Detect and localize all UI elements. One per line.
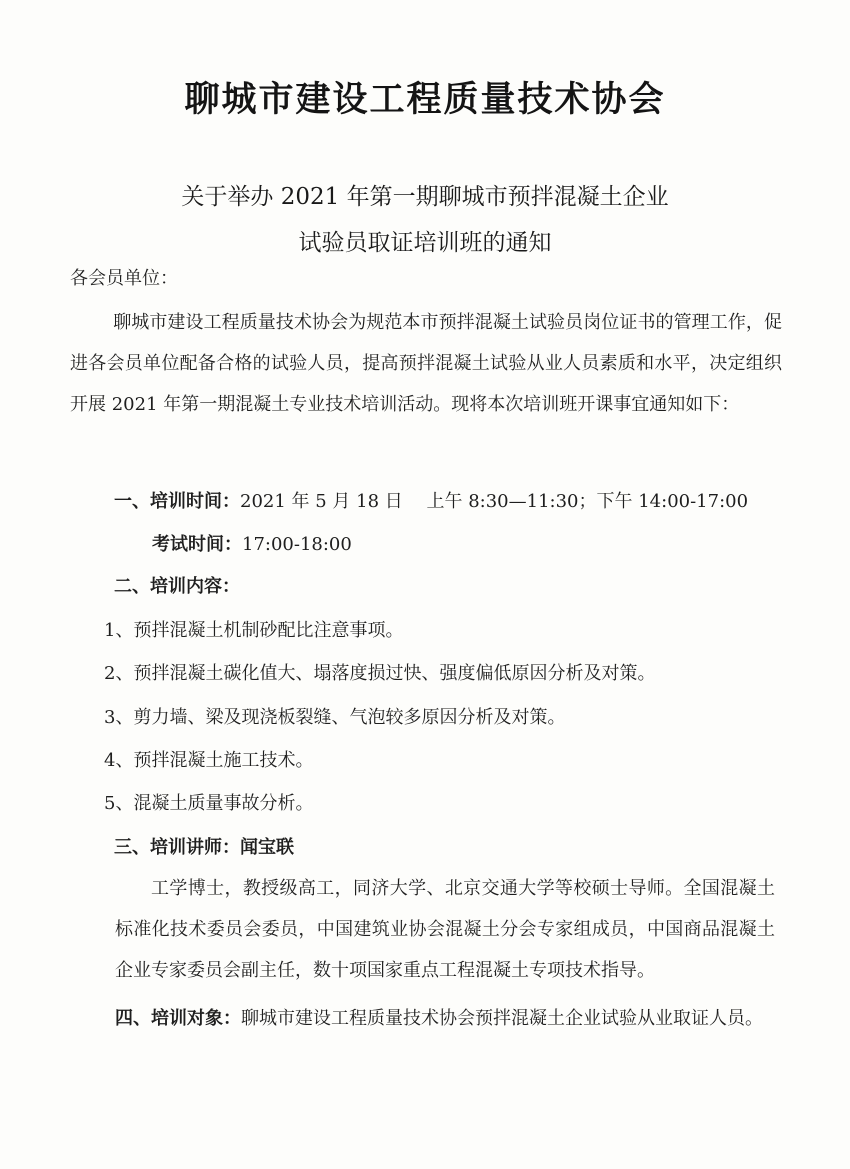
training-time-value: 2021 年 5 月 18 日 上午 8:30—11:30；下午 14:00-17:00	[240, 491, 749, 512]
training-target-value: 聊城市建设工程质量技术协会预拌混凝土企业试验从业取证人员。	[241, 1008, 763, 1029]
salutation: 各会员单位：	[70, 268, 178, 289]
lecturer-bio: 工学博士，教授级高工，同济大学、北京交通大学等校硕士导师。全国混凝土标准化技术委员会委员，中国建筑业协会混凝土分会专家组成员，中国商品混凝土企业专家委员会副主任，数十项国家重点工程混凝土专项技术指导。	[115, 878, 775, 981]
lecturer-heading: 三、培训讲师：闻宝联	[114, 837, 294, 858]
content-item: 1、预拌混凝土机制砂配比注意事项。	[104, 620, 404, 641]
content-item: 2、预拌混凝土碳化值大、塌落度损过快、强度偏低原因分析及对策。	[104, 663, 656, 684]
content-item: 4、预拌混凝土施工技术。	[104, 750, 314, 771]
notice-title-line-2: 试验员取证培训班的通知	[298, 230, 552, 256]
training-target-paragraph	[115, 998, 775, 1040]
training-time-label: 一、培训时间：	[114, 491, 240, 512]
notice-title-line-1: 关于举办 2021 年第一期聊城市预拌混凝土企业	[181, 184, 669, 210]
training-content-heading: 二、培训内容：	[114, 576, 240, 597]
intro-paragraph: 聊城市建设工程质量技术协会为规范本市预拌混凝土试验员岗位证书的管理工作，促进各会员单位配备合格的试验人员，提高预拌混凝土试验从业人员素质和水平，决定组织开展 2021 年第一期混凝土专业技术培训活动。现将本次培训班开课事宜通知如下：	[70, 312, 782, 415]
exam-time-label: 考试时间：	[152, 534, 242, 555]
exam-time-value: 17:00-18:00	[242, 534, 352, 555]
training-target-label: 四、培训对象：	[115, 1008, 241, 1029]
content-item: 5、混凝土质量事故分析。	[104, 793, 314, 814]
organization-title: 聊城市建设工程质量技术协会	[184, 80, 666, 120]
content-item: 3、剪力墙、梁及现浇板裂缝、气泡较多原因分析及对策。	[104, 707, 566, 728]
exam-time-line	[152, 530, 352, 556]
training-time-line	[114, 487, 748, 513]
